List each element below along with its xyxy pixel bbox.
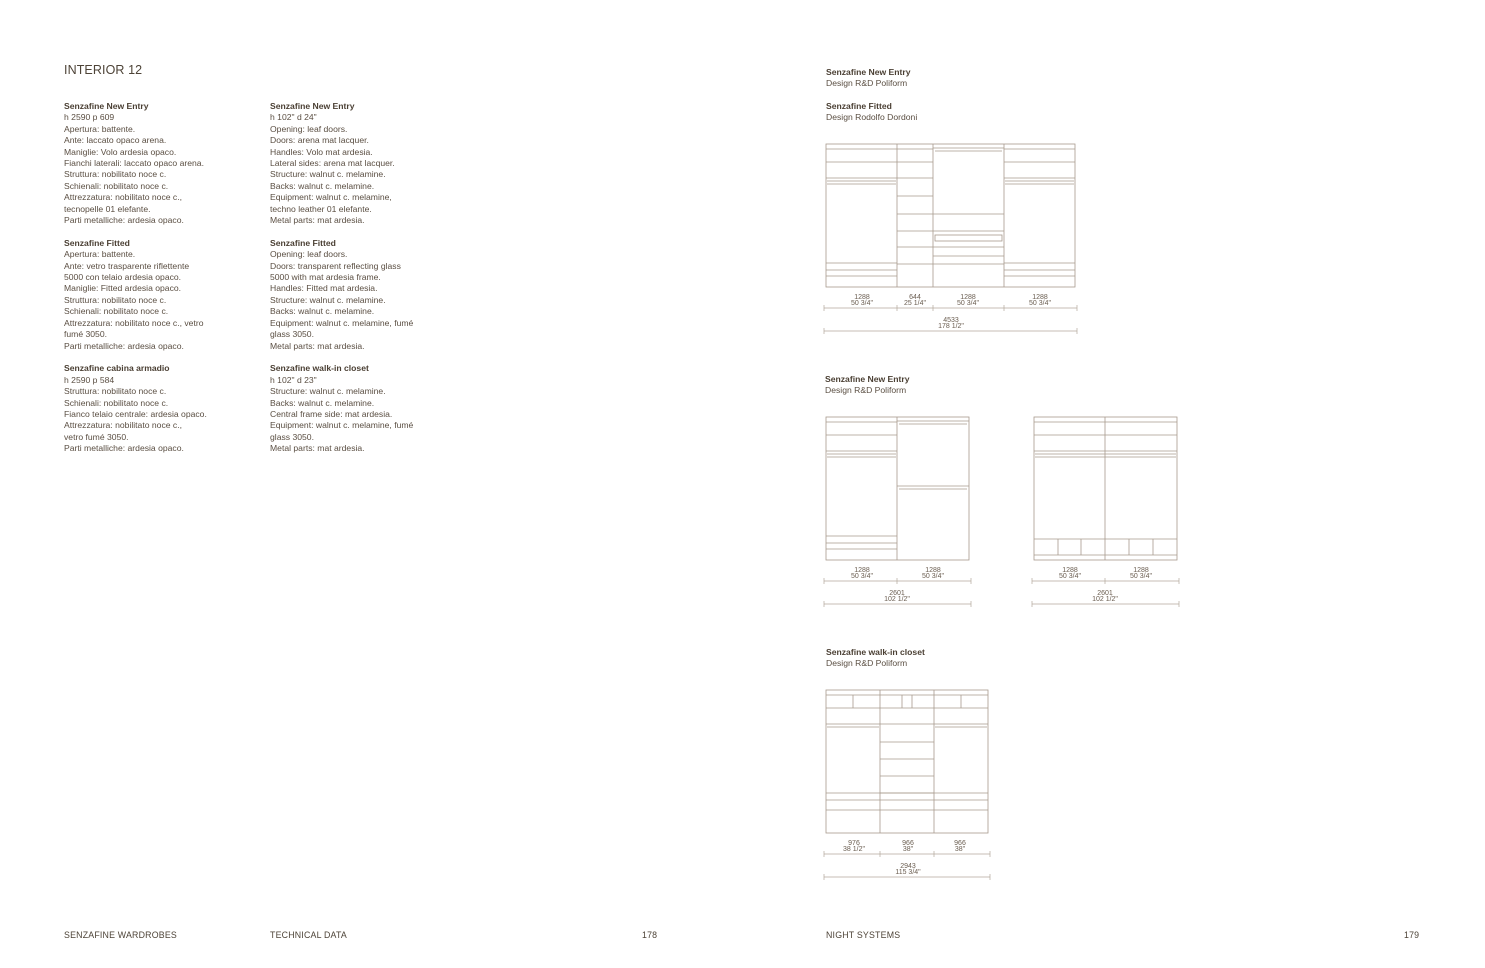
spec-line: 5000 with mat ardesia frame. <box>270 272 381 283</box>
drawing-designer: Design R&D Poliform <box>826 658 908 669</box>
footer-section-right: NIGHT SYSTEMS <box>826 930 901 940</box>
dimension-mm: 644 <box>909 294 921 301</box>
spec-line: Schienali: nobilitato noce c. <box>64 180 169 191</box>
drawing-title-walk-in <box>826 647 925 670</box>
dimension-mm: 1288 <box>1032 294 1048 301</box>
page-number-left: 178 <box>642 930 658 940</box>
dimension-in: 50 3/4" <box>851 300 873 307</box>
spec-line: 5000 con telaio ardesia opaco. <box>64 272 182 283</box>
spec-heading: Senzafine New Entry <box>64 101 149 111</box>
spec-line: Ante: vetro trasparente riflettente <box>64 260 190 271</box>
spec-line: Metal parts: mat ardesia. <box>270 443 365 454</box>
wardrobe-elevation-top <box>822 140 1082 335</box>
drawing-designer: Design R&D Poliform <box>826 78 908 89</box>
spec-line: Doors: transparent reflecting glass <box>270 260 401 271</box>
spec-heading: Senzafine walk-in closet <box>270 363 369 374</box>
wardrobe-elevation-middle-right <box>1030 413 1185 609</box>
spec-block-fitted-en <box>270 238 470 352</box>
dimension-in: 50 3/4" <box>1059 573 1081 580</box>
spec-line: Maniglie: Volo ardesia opaco. <box>64 146 177 157</box>
page-number-right: 179 <box>1404 930 1420 940</box>
spec-block-new-entry-it <box>64 101 264 226</box>
dimension-mm: 1288 <box>1062 567 1078 574</box>
spec-line: fumé 3050. <box>64 329 107 340</box>
spec-heading: Senzafine cabina armadio <box>64 363 170 374</box>
drawing-title-fitted <box>826 101 917 124</box>
dimension-in: 50 3/4" <box>1130 573 1152 580</box>
dimension-total-mm: 4533 <box>943 317 959 324</box>
spec-line: Metal parts: mat ardesia. <box>270 215 365 226</box>
footer-section-left: SENZAFINE WARDROBES <box>64 930 177 940</box>
spec-line: h 2590 p 584 <box>64 374 115 385</box>
drawing-heading: Senzafine walk-in closet <box>826 647 925 657</box>
spec-line: Parti metalliche: ardesia opaco. <box>64 215 184 226</box>
spec-line: Apertura: battente. <box>64 249 136 260</box>
spec-line: Backs: walnut c. melamine. <box>270 397 375 408</box>
spec-line: glass 3050. <box>270 431 314 442</box>
spec-line: tecnopelle 01 elefante. <box>64 203 151 214</box>
spec-line: Ante: laccato opaco arena. <box>64 135 167 146</box>
dimension-total-mm: 2601 <box>889 590 905 597</box>
dimension-in: 50 3/4" <box>851 573 873 580</box>
spec-line: Schienali: nobilitato noce c. <box>64 306 169 317</box>
spec-line: Handles: Volo mat ardesia. <box>270 146 373 157</box>
spec-line: Backs: walnut c. melamine. <box>270 306 375 317</box>
wardrobe-elevation-middle-left <box>822 413 977 609</box>
spec-line: Lateral sides: arena mat lacquer. <box>270 158 395 169</box>
drawing-heading: Senzafine New Entry <box>826 67 911 77</box>
spec-line: Handles: Fitted mat ardesia. <box>270 283 378 294</box>
dimension-total-mm: 2601 <box>1097 590 1113 597</box>
spec-line: Doors: arena mat lacquer. <box>270 135 369 146</box>
spec-line: h 2590 p 609 <box>64 112 115 123</box>
spec-line: Equipment: walnut c. melamine, <box>270 192 392 203</box>
dimension-mm: 1288 <box>960 294 976 301</box>
spec-line: Central frame side: mat ardesia. <box>270 408 393 419</box>
dimension-in: 50 3/4" <box>922 573 944 580</box>
footer-subsection-left: TECHNICAL DATA <box>270 930 347 940</box>
spec-line: Backs: walnut c. melamine. <box>270 180 375 191</box>
spec-line: h 102" d 24" <box>270 112 317 123</box>
dimension-total-in: 102 1/2" <box>1092 596 1118 603</box>
drawing-title-new-entry-top <box>826 67 911 90</box>
dimension-total-mm: 2943 <box>900 863 916 870</box>
page-title: INTERIOR 12 <box>64 63 143 77</box>
spec-line: Apertura: battente. <box>64 123 136 134</box>
spec-line: Struttura: nobilitato noce c. <box>64 169 167 180</box>
dimension-mm: 1288 <box>925 567 941 574</box>
spec-line: Maniglie: Fitted ardesia opaco. <box>64 283 182 294</box>
spec-block-fitted-it <box>64 238 264 352</box>
dimension-mm: 1288 <box>854 567 870 574</box>
dimension-mm: 976 <box>848 840 860 847</box>
spec-line: Opening: leaf doors. <box>270 123 348 134</box>
dimension-in: 50 3/4" <box>1029 300 1051 307</box>
dimension-in: 38" <box>954 846 966 853</box>
walk-in-closet-elevation <box>822 686 994 882</box>
spec-line: Equipment: walnut c. melamine, fumé <box>270 420 414 431</box>
spec-line: techno leather 01 elefante. <box>270 203 372 214</box>
spec-line: Structure: walnut c. melamine. <box>270 169 386 180</box>
spec-line: Struttura: nobilitato noce c. <box>64 386 167 397</box>
dimension-mm: 966 <box>954 840 966 847</box>
dimension-mm: 1288 <box>854 294 870 301</box>
dimension-in: 38" <box>902 846 914 853</box>
spec-line: Fianchi laterali: laccato opaco arena. <box>64 158 204 169</box>
spec-heading: Senzafine New Entry <box>270 101 355 111</box>
spec-line: Attrezzatura: nobilitato noce c., <box>64 192 182 203</box>
dimension-in: 25 1/4" <box>904 300 926 307</box>
spec-column-english <box>270 101 470 466</box>
dimension-mm: 966 <box>902 840 914 847</box>
spec-heading: Senzafine Fitted <box>270 237 336 248</box>
drawing-designer: Design R&D Poliform <box>825 385 907 396</box>
spec-column-italian <box>64 101 264 466</box>
drawing-heading: Senzafine New Entry <box>825 374 910 384</box>
spec-line: Fianco telaio centrale: ardesia opaco. <box>64 408 207 419</box>
spec-line: Metal parts: mat ardesia. <box>270 340 365 351</box>
spec-block-walkin-en <box>270 363 470 454</box>
spec-line: Equipment: walnut c. melamine, fumé <box>270 317 414 328</box>
spec-line: Attrezzatura: nobilitato noce c., vetro <box>64 317 204 328</box>
spec-line: Schienali: nobilitato noce c. <box>64 397 169 408</box>
drawing-heading: Senzafine Fitted <box>826 101 892 111</box>
dimension-mm: 1288 <box>1133 567 1149 574</box>
spec-line: Attrezzatura: nobilitato noce c., <box>64 420 182 431</box>
dimension-in: 38 1/2" <box>843 846 865 853</box>
dimension-total-in: 102 1/2" <box>884 596 910 603</box>
spec-line: vetro fumé 3050. <box>64 431 129 442</box>
spec-line: Parti metalliche: ardesia opaco. <box>64 340 184 351</box>
spec-line: Structure: walnut c. melamine. <box>270 294 386 305</box>
drawing-designer: Design Rodolfo Dordoni <box>826 112 918 123</box>
drawing-title-new-entry-middle <box>825 374 910 397</box>
spec-block-new-entry-en <box>270 101 470 226</box>
spec-line: Struttura: nobilitato noce c. <box>64 294 167 305</box>
dimension-total-in: 115 3/4" <box>895 869 921 876</box>
spec-line: Opening: leaf doors. <box>270 249 348 260</box>
spec-line: Parti metalliche: ardesia opaco. <box>64 443 184 454</box>
dimension-in: 50 3/4" <box>957 300 979 307</box>
spec-line: Structure: walnut c. melamine. <box>270 386 386 397</box>
spec-line: glass 3050. <box>270 329 314 340</box>
dimension-total-in: 178 1/2" <box>938 323 964 330</box>
spec-heading: Senzafine Fitted <box>64 237 130 248</box>
spec-block-walkin-it <box>64 363 264 454</box>
spec-line: h 102" d 23" <box>270 374 317 385</box>
